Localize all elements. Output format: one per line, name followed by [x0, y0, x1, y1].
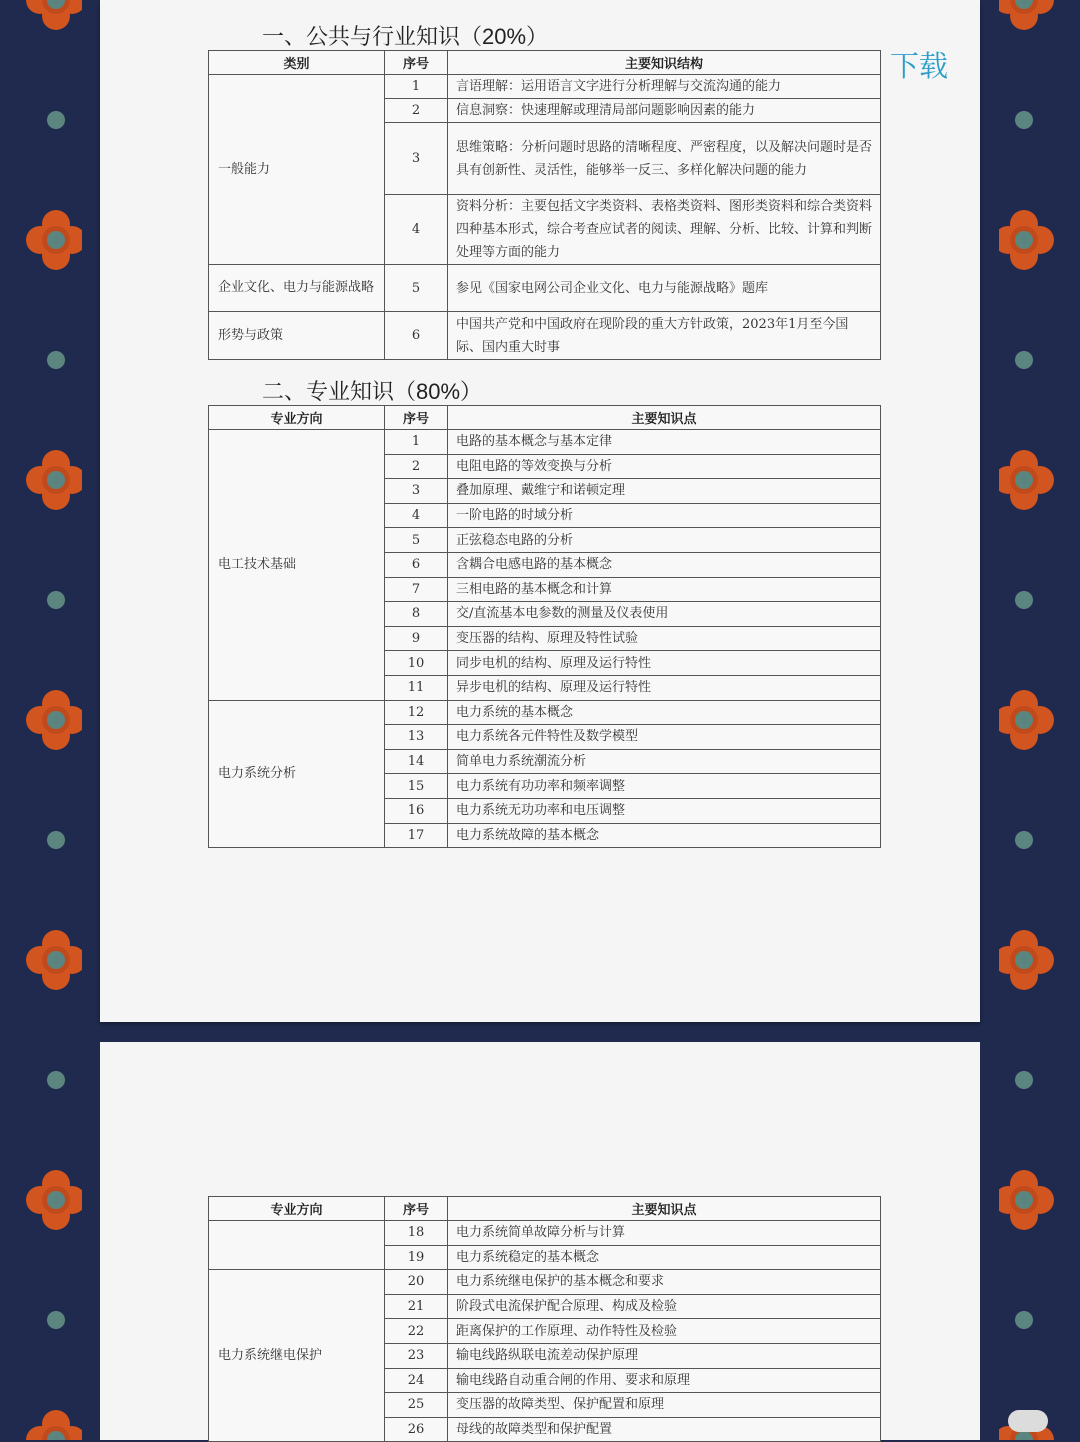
flower-ornament	[999, 690, 1054, 750]
header-knowledge-points: 主要知识点	[448, 1197, 881, 1221]
knowledge-cell: 中国共产党和中国政府在现阶段的重大方针政策，2023年1月至今国际、国内重大时事	[448, 312, 881, 360]
dot-ornament	[1015, 111, 1033, 129]
knowledge-cell: 三相电路的基本概念和计算	[448, 577, 881, 602]
category-cell	[209, 1221, 385, 1270]
number-cell: 10	[385, 651, 448, 676]
dot-ornament	[47, 111, 65, 129]
number-cell: 26	[385, 1417, 448, 1442]
table-professional-knowledge	[208, 405, 881, 848]
knowledge-cell: 含耦合电感电路的基本概念	[448, 552, 881, 577]
number-cell: 1	[385, 75, 448, 99]
flower-ornament	[26, 930, 82, 990]
number-cell: 25	[385, 1393, 448, 1418]
knowledge-cell: 电力系统简单故障分析与计算	[448, 1221, 881, 1246]
knowledge-cell: 资料分析：主要包括文字类资料、表格类资料、图形类资料和综合类资料四种基本形式，综合考查应试者的阅读、理解、分析、比较、计算和判断处理等方面的能力	[448, 195, 881, 265]
category-cell: 电工技术基础	[209, 430, 385, 701]
flower-ornament	[26, 450, 82, 510]
number-cell: 17	[385, 823, 448, 848]
dot-ornament	[1015, 351, 1033, 369]
table-row	[209, 1221, 881, 1246]
number-cell: 13	[385, 725, 448, 750]
knowledge-cell: 同步电机的结构、原理及运行特性	[448, 651, 881, 676]
flower-ornament	[999, 450, 1054, 510]
number-cell: 4	[385, 195, 448, 265]
category-cell: 企业文化、电力与能源战略	[209, 265, 385, 312]
category-cell: 电力系统继电保护	[209, 1270, 385, 1442]
number-cell: 16	[385, 798, 448, 823]
knowledge-cell: 电力系统稳定的基本概念	[448, 1245, 881, 1270]
number-cell: 5	[385, 265, 448, 312]
dot-ornament	[1015, 1071, 1033, 1089]
number-cell: 3	[385, 479, 448, 504]
flower-ornament	[26, 210, 82, 270]
knowledge-cell: 变压器的故障类型、保护配置和原理	[448, 1393, 881, 1418]
dot-ornament	[47, 1311, 65, 1329]
download-button[interactable]: 下载	[890, 49, 949, 83]
knowledge-cell: 电阻电路的等效变换与分析	[448, 454, 881, 479]
number-cell: 18	[385, 1221, 448, 1246]
left-decorative-border	[0, 0, 82, 1440]
knowledge-cell: 思维策略：分析问题时思路的清晰程度、严密程度，以及解决问题时是否具有创新性、灵活性，能够举一反三、多样化解决问题的能力	[448, 123, 881, 195]
flower-ornament	[999, 1170, 1054, 1230]
number-cell: 20	[385, 1270, 448, 1295]
category-cell: 形势与政策	[209, 312, 385, 360]
knowledge-cell: 电力系统继电保护的基本概念和要求	[448, 1270, 881, 1295]
number-cell: 1	[385, 430, 448, 455]
section-2-title: 二、专业知识（80%）	[262, 379, 483, 404]
knowledge-cell: 信息洞察：快速理解或理清局部问题影响因素的能力	[448, 99, 881, 123]
header-number: 序号	[385, 51, 448, 75]
number-cell: 6	[385, 312, 448, 360]
number-cell: 9	[385, 626, 448, 651]
watermark-badge	[1008, 1410, 1048, 1432]
table-row	[209, 265, 881, 312]
header-number: 序号	[385, 1197, 448, 1221]
flower-ornament	[26, 0, 82, 30]
document-page-1[interactable]	[100, 0, 980, 1022]
header-category: 类别	[209, 51, 385, 75]
dot-ornament	[47, 831, 65, 849]
number-cell: 2	[385, 99, 448, 123]
header-direction: 专业方向	[209, 1197, 385, 1221]
knowledge-cell: 距离保护的工作原理、动作特性及检验	[448, 1319, 881, 1344]
knowledge-cell: 电力系统有功功率和频率调整	[448, 774, 881, 799]
number-cell: 21	[385, 1294, 448, 1319]
number-cell: 22	[385, 1319, 448, 1344]
number-cell: 11	[385, 675, 448, 700]
knowledge-cell: 交/直流基本电参数的测量及仪表使用	[448, 602, 881, 627]
knowledge-cell: 输电线路纵联电流差动保护原理	[448, 1343, 881, 1368]
number-cell: 6	[385, 552, 448, 577]
knowledge-cell: 变压器的结构、原理及特性试验	[448, 626, 881, 651]
flower-ornament	[26, 1410, 82, 1440]
table-row	[209, 430, 881, 455]
dot-ornament	[1015, 1311, 1033, 1329]
dot-ornament	[47, 1071, 65, 1089]
knowledge-cell: 电力系统故障的基本概念	[448, 823, 881, 848]
knowledge-cell: 母线的故障类型和保护配置	[448, 1417, 881, 1442]
number-cell: 23	[385, 1343, 448, 1368]
number-cell: 14	[385, 749, 448, 774]
flower-ornament	[26, 1170, 82, 1230]
header-knowledge: 主要知识结构	[448, 51, 881, 75]
dot-ornament	[47, 351, 65, 369]
knowledge-cell: 输电线路自动重合闸的作用、要求和原理	[448, 1368, 881, 1393]
number-cell: 24	[385, 1368, 448, 1393]
table-row	[209, 75, 881, 99]
table-public-knowledge	[208, 50, 881, 360]
table-row	[209, 312, 881, 360]
table-row	[209, 700, 881, 725]
number-cell: 3	[385, 123, 448, 195]
knowledge-cell: 叠加原理、戴维宁和诺顿定理	[448, 479, 881, 504]
number-cell: 4	[385, 503, 448, 528]
knowledge-cell: 阶段式电流保护配合原理、构成及检验	[448, 1294, 881, 1319]
document-page-2[interactable]	[100, 1042, 980, 1440]
category-cell: 电力系统分析	[209, 700, 385, 848]
knowledge-cell: 电力系统的基本概念	[448, 700, 881, 725]
flower-ornament	[26, 690, 82, 750]
knowledge-cell: 一阶电路的时域分析	[448, 503, 881, 528]
category-cell: 一般能力	[209, 75, 385, 265]
knowledge-cell: 异步电机的结构、原理及运行特性	[448, 675, 881, 700]
section-1-title: 一、公共与行业知识（20%）	[262, 24, 549, 49]
header-knowledge-points: 主要知识点	[448, 406, 881, 430]
knowledge-cell: 参见《国家电网公司企业文化、电力与能源战略》题库	[448, 265, 881, 312]
flower-ornament	[999, 0, 1054, 30]
number-cell: 15	[385, 774, 448, 799]
number-cell: 2	[385, 454, 448, 479]
dot-ornament	[1015, 591, 1033, 609]
knowledge-cell: 正弦稳态电路的分析	[448, 528, 881, 553]
knowledge-cell: 电路的基本概念与基本定律	[448, 430, 881, 455]
knowledge-cell: 电力系统各元件特性及数学模型	[448, 725, 881, 750]
header-direction: 专业方向	[209, 406, 385, 430]
knowledge-cell: 简单电力系统潮流分析	[448, 749, 881, 774]
knowledge-cell: 电力系统无功功率和电压调整	[448, 798, 881, 823]
flower-ornament	[999, 930, 1054, 990]
right-decorative-border	[999, 0, 1080, 1440]
header-number: 序号	[385, 406, 448, 430]
flower-ornament	[999, 210, 1054, 270]
number-cell: 12	[385, 700, 448, 725]
number-cell: 8	[385, 602, 448, 627]
number-cell: 7	[385, 577, 448, 602]
table-row	[209, 1270, 881, 1295]
number-cell: 19	[385, 1245, 448, 1270]
dot-ornament	[1015, 831, 1033, 849]
number-cell: 5	[385, 528, 448, 553]
dot-ornament	[47, 591, 65, 609]
knowledge-cell: 言语理解：运用语言文字进行分析理解与交流沟通的能力	[448, 75, 881, 99]
table-professional-knowledge-continued	[208, 1196, 881, 1442]
